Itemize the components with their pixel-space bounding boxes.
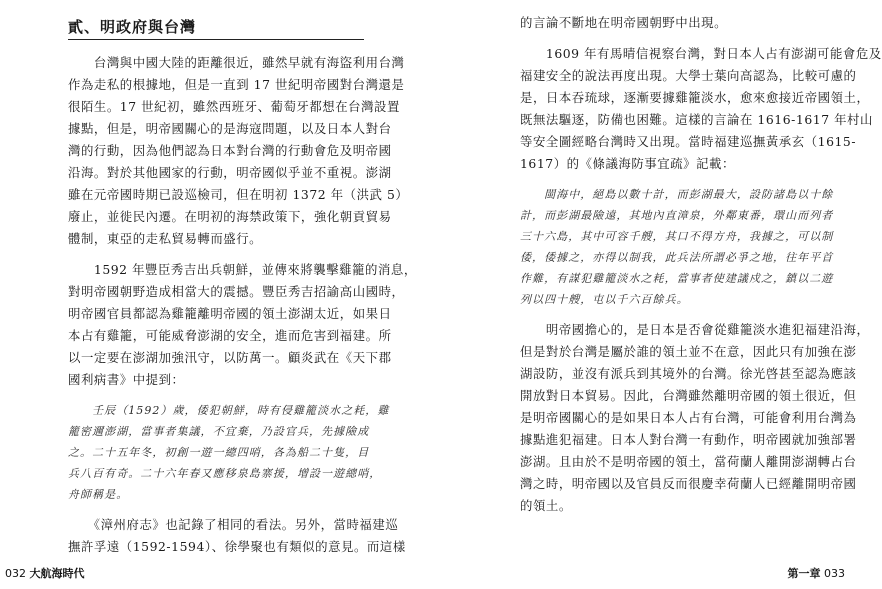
quote-line: 籠密邇澎湖，當事者集議，不宜棄，乃設官兵，先據險成 bbox=[68, 425, 370, 438]
page-footer-left bbox=[5, 565, 85, 581]
text-line: 澎湖。且由於不是明帝國的領土，當荷蘭人離開澎湖轉占台 bbox=[520, 454, 857, 469]
left-page bbox=[0, 0, 425, 589]
text-line: 《漳州府志》也記錄了相同的看法。另外，當時福建巡 bbox=[68, 517, 399, 532]
text-line: 明帝國擔心的，是日本是否會從雞籠淡水進犯福建沿海， bbox=[520, 322, 870, 337]
quote-line: 列以四十艘，屯以千六百餘兵。 bbox=[520, 293, 689, 306]
text-line: 既無法驅逐，防備也困難。這樣的言論在 1616-1617 年村山 bbox=[520, 112, 873, 127]
text-line: 的言論不斷地在明帝國朝野中出現。 bbox=[520, 15, 728, 30]
text-line: 撫許孚遠（1592-1594）、徐學聚也有類似的意見。而這樣 bbox=[68, 539, 406, 554]
text-line: 對明帝國朝野造成相當大的震撼。豐臣秀吉招諭高山國時， bbox=[68, 284, 405, 299]
text-line: 1592 年豐臣秀吉出兵朝鮮，並傳來將襲擊雞籠的消息， bbox=[68, 262, 417, 277]
text-line: 台灣與中國大陸的距離很近，雖然早就有海盜利用台灣 bbox=[68, 55, 405, 70]
text-line: 灣之時，明帝國以及官員反而很慶幸荷蘭人已經離開明帝國 bbox=[520, 476, 857, 491]
text-line: 開放對日本貿易。因此，台灣雖然離明帝國的領土很近，但 bbox=[520, 388, 857, 403]
quote-line: 計，而彭湖最險遠，其地內直漳泉，外鄰東番，環山而列者 bbox=[520, 209, 834, 222]
text-line: 本占有雞籠，可能威脅澎湖的安全，進而危害到福建。所 bbox=[68, 328, 392, 343]
quote-line: 舟師稱是。 bbox=[68, 488, 129, 501]
paragraph bbox=[520, 319, 870, 517]
text-line: 國利病書》中提到： bbox=[68, 372, 185, 387]
paragraph bbox=[520, 43, 882, 175]
right-page bbox=[425, 0, 882, 589]
section-header bbox=[68, 8, 364, 40]
paragraph bbox=[68, 514, 406, 558]
text-line: 明帝國官員都認為雞籠離明帝國的領土澎湖太近，如果日 bbox=[68, 306, 392, 321]
text-line: 等安全圖經略台灣時又出現。當時福建巡撫黃承玄（1615- bbox=[520, 134, 857, 149]
quote-line: 作難，有謀犯雞籠淡水之耗，當事者使建議戍之，鎮以二遊 bbox=[520, 272, 834, 285]
chapter-label: 第一章 bbox=[787, 567, 821, 580]
quote-line: 倭，倭據之，亦得以制我，此兵法所謂必爭之地，往年平首 bbox=[520, 251, 834, 264]
text-line: 作為走私的根據地，但是一直到 17 世紀明帝國對台灣還是 bbox=[68, 77, 405, 92]
text-line: 據點進犯福建。日本人對台灣一有動作，明帝國就加強部署 bbox=[520, 432, 857, 447]
text-line: 體制，東亞的走私貿易轉而盛行。 bbox=[68, 231, 263, 246]
page-footer-right bbox=[788, 565, 846, 581]
quote-line: 之。二十五年冬，初創一遊一總四哨，各為船二十隻，目 bbox=[68, 446, 370, 459]
paragraph bbox=[68, 52, 409, 250]
paragraph bbox=[520, 12, 840, 34]
block-quote bbox=[520, 184, 840, 310]
text-line: 灣的行動，因為他們認為日本對台灣的行動會危及明帝國 bbox=[68, 143, 392, 158]
text-line: 福建安全的說法再度出現。大學士葉向高認為，比較可慮的 bbox=[520, 68, 857, 83]
text-line: 據點，但是，明帝國關心的是海寇問題，以及日本人對台 bbox=[68, 121, 392, 136]
text-line: 是，日本吞琉球，逐漸要據雞籠淡水，愈來愈接近帝國領土， bbox=[520, 90, 870, 105]
section-title: 貳、明政府與台灣 bbox=[68, 18, 197, 36]
quote-line: 閩海中，絕島以數十計，而彭湖最大，設防諸島以十餘 bbox=[520, 188, 834, 201]
text-line: 1617）的《條議海防事宜疏》記載： bbox=[520, 156, 735, 171]
text-line: 的領土。 bbox=[520, 498, 572, 513]
page-number: 032 bbox=[5, 567, 26, 580]
text-line: 沿海。對於其他國家的行動，明帝國似乎並不重視。澎湖 bbox=[68, 165, 392, 180]
text-line: 湖設防，並沒有派兵到其境外的台灣。徐光啓甚至認為應該 bbox=[520, 366, 857, 381]
left-page-body bbox=[68, 52, 417, 558]
text-line: 雖在元帝國時期已設巡檢司，但在明初 1372 年（洪武 5） bbox=[68, 187, 409, 202]
quote-line: 兵八百有奇。二十六年春又應移泉島寨援，增設一遊總哨， bbox=[68, 467, 382, 480]
block-quote bbox=[68, 400, 390, 505]
text-line: 廢止，並徙民內遷。在明初的海禁政策下，強化朝貢貿易 bbox=[68, 209, 392, 224]
quote-line: 壬辰（1592）歲，倭犯朝鮮，時有侵雞籠淡水之耗，雞 bbox=[68, 404, 390, 417]
book-title: 大航海時代 bbox=[29, 567, 85, 580]
text-line: 1609 年有馬晴信視察台灣，對日本人占有澎湖可能會危及 bbox=[520, 46, 882, 61]
paragraph bbox=[68, 259, 417, 391]
text-line: 是明帝國關心的是如果日本人占有台灣，可能會利用台灣為 bbox=[520, 410, 857, 425]
text-line: 但是對於台灣是屬於誰的領土並不在意，因此只有加強在澎 bbox=[520, 344, 857, 359]
text-line: 很陌生。17 世紀初，雖然西班牙、葡萄牙都想在台灣設置 bbox=[68, 99, 400, 114]
text-line: 以一定要在澎湖加強汛守，以防萬一。顧炎武在《天下郡 bbox=[68, 350, 392, 365]
quote-line: 三十六島，其中可容千艘，其口不得方舟，我據之，可以制 bbox=[520, 230, 834, 243]
page-number: 033 bbox=[824, 567, 845, 580]
right-page-body bbox=[520, 12, 882, 517]
